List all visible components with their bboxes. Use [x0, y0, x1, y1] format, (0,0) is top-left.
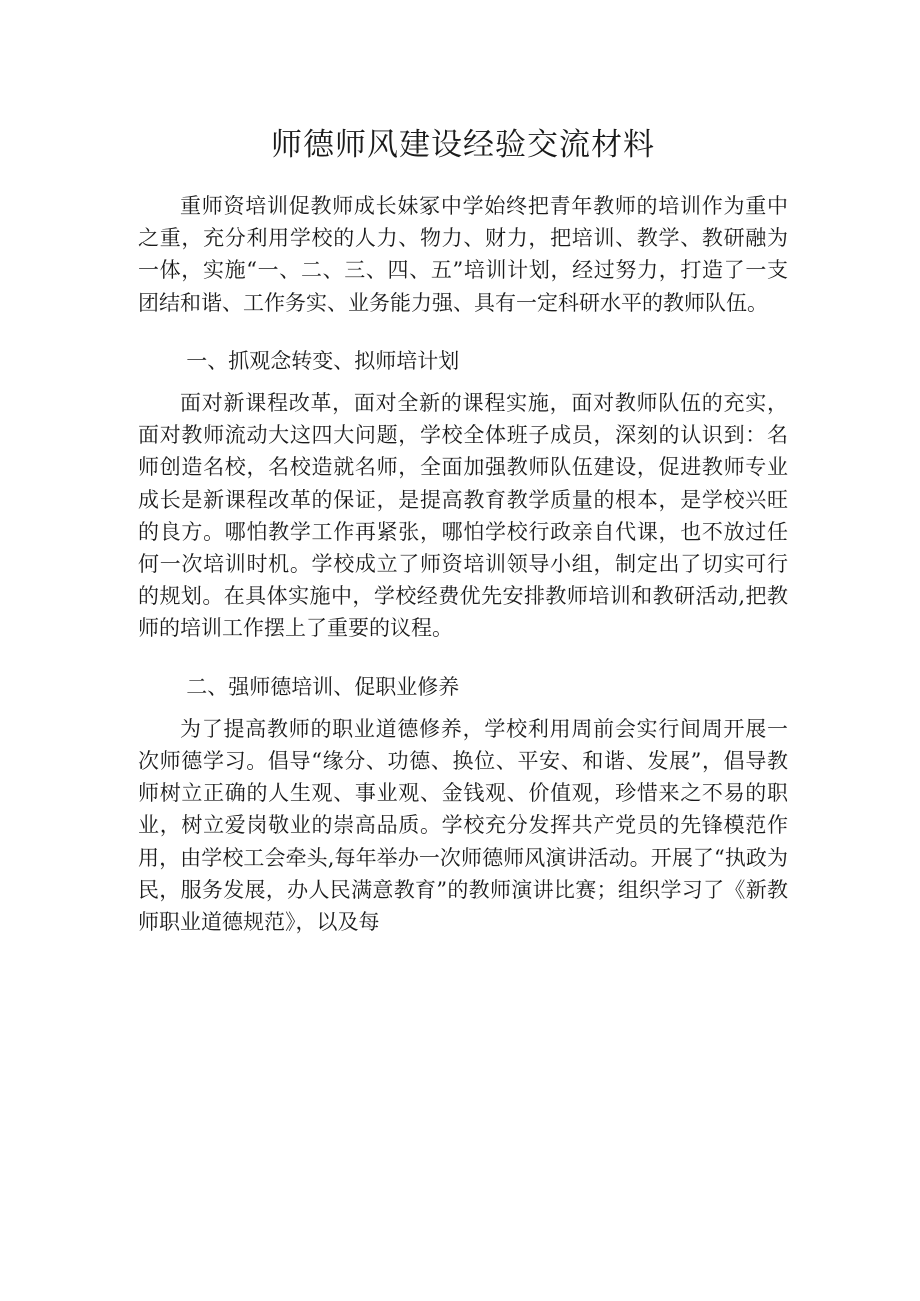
section-heading-1: 一、抓观念转变、拟师培计划	[186, 348, 460, 373]
intro-paragraph: 重师资培训促教师成长妹冢中学始终把青年教师的培训作为重中之重，充分利用学校的人力、物力、财力，把培训、教学、教研融为一体，实施“一、二、三、四、五”培训计划，经过努力，打造了一支团结和谐、工作务实、业务能力强、具有一定科研水平的教师队伍。	[138, 194, 788, 315]
section-heading-2: 二、强师德培训、促职业修养	[186, 674, 460, 699]
document-page	[138, 120, 788, 938]
section-body-2: 为了提高教师的职业道德修养，学校利用周前会实行间周开展一次师德学习。倡导“缘分、功德、换位、平安、和谐、发展”，倡导教师树立正确的人生观、事业观、金钱观、价值观，珍惜来之不易的职业，树立爱岗敬业的崇高品质。学校充分发挥共产党员的先锋模范作用，由学校工会牵头,每年举办一次师德师风演讲活动。开展了“执政为民，服务发展，办人民满意教育”的教师演讲比赛；组织学习了《新教师职业道德规范》，以及每	[138, 716, 788, 935]
document-title: 师德师风建设经验交流材料	[271, 127, 655, 163]
section-body-1: 面对新课程改革，面对全新的课程实施，面对教师队伍的充实，面对教师流动大这四大问题，学校全体班子成员，深刻的认识到：名师创造名校，名校造就名师，全面加强教师队伍建设，促进教师专业成长是新课程改革的保证，是提高教育教学质量的根本，是学校兴旺的良方。哪怕教学工作再紧张，哪怕学校行政亲自代课，也不放过任何一次培训时机。学校成立了师资培训领导小组，制定出了切实可行的规划。在具体实施中，学校经费优先安排教师培训和教研活动,把教师的培训工作摆上了重要的议程。	[138, 391, 788, 641]
